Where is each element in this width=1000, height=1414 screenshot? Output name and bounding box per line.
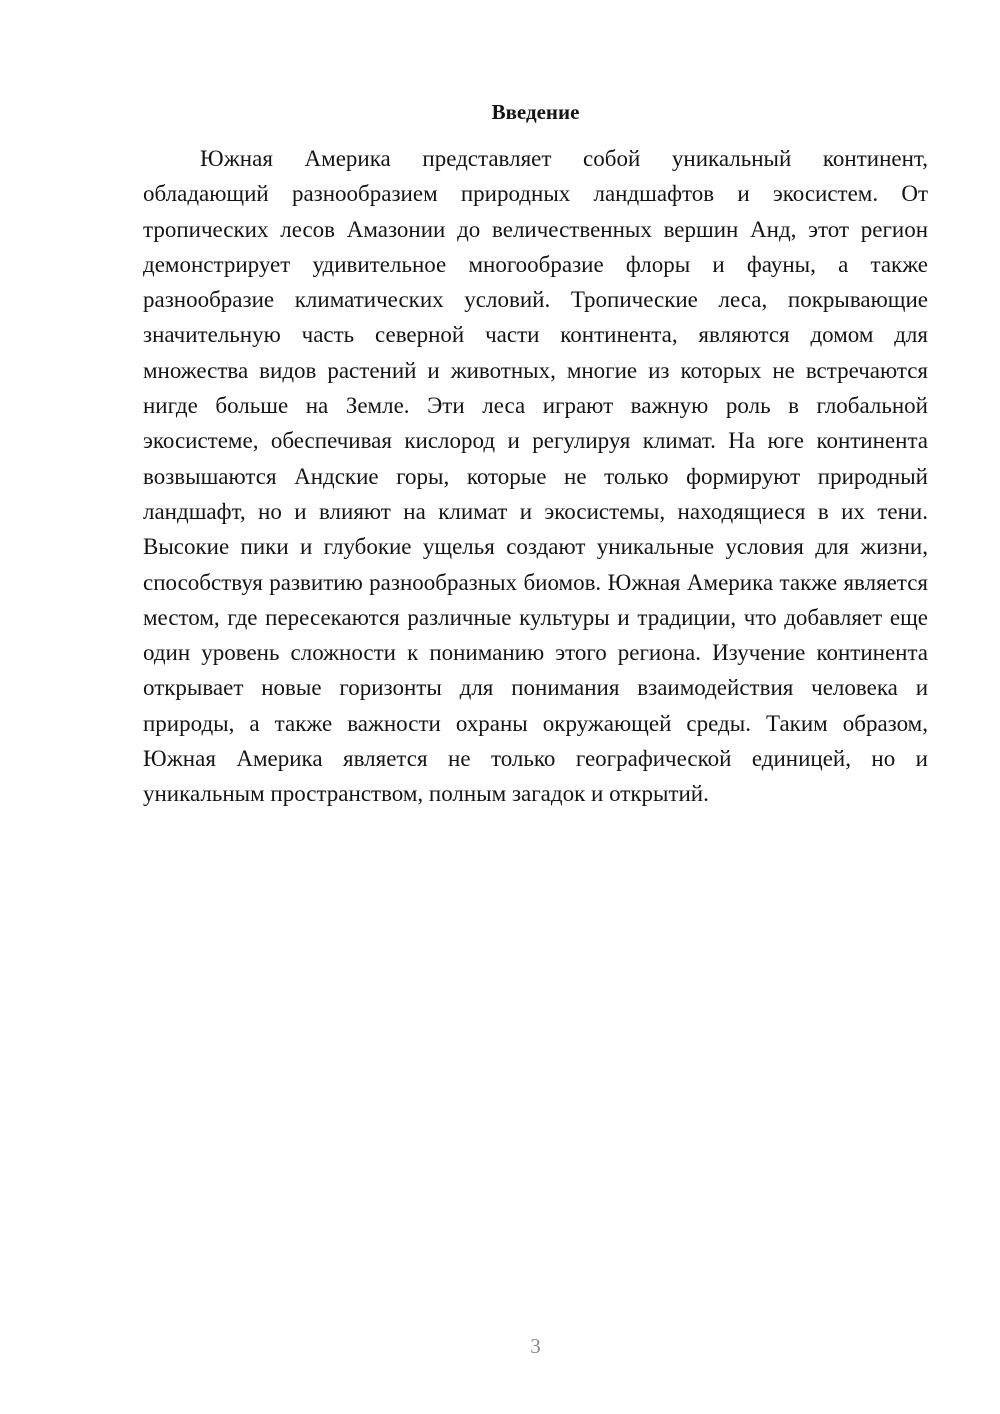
section-heading: Введение bbox=[491, 100, 580, 124]
body-paragraph: Южная Америка представляет собой уникальный континент, обладающий разнообразием природных ландшафтов и экосистем. От тропических лесов Амазонии до величественных вершин Анд, этот регион демонстрирует удивительное многообразие флоры и фауны, а также разнообразие климатических условий. Тропические леса, покрывающие значительную часть северной части континента, являются домом для множества видов растений и животных, многие из которых не встречаются нигде больше на Земле. Эти леса играют важную роль в глобальной экосистеме, обеспечивая кислород и регулируя климат. На юге континента возвышаются Андские горы, которые не только формируют природный ландшафт, но и влияют на климат и экосистемы, находящиеся в их тени. Высокие пики и глубокие ущелья создают уникальные условия для жизни, способствуя развитию разнообразных биомов. Южная Америка также является местом, где пересекаются различные культуры и традиции, что добавляет еще один уровень сложности к пониманию этого региона. Изучение континента открывает новые горизонты для понимания взаимодействия человека и природы, а также важности охраны окружающей среды. Таким образом, Южная Америка является не только географической единицей, но и уникальным пространством, полным загадок и открытий. bbox=[143, 146, 928, 807]
page-number: 3 bbox=[530, 1334, 541, 1358]
